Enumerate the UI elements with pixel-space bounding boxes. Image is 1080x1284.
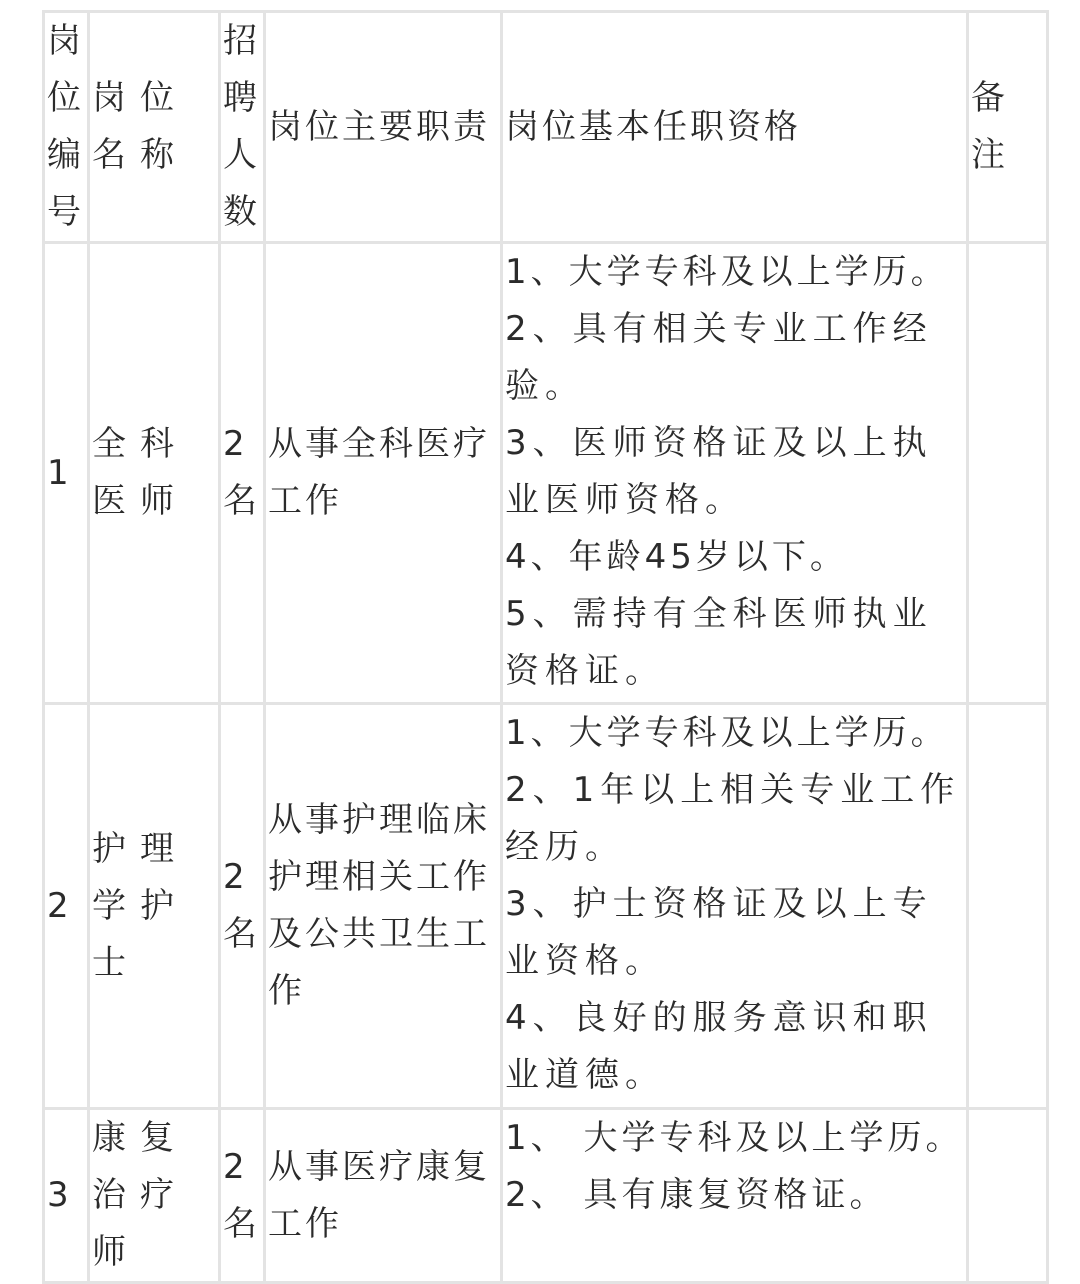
header-count: 招聘人数	[220, 12, 265, 243]
header-id: 岗位编号	[44, 12, 89, 243]
row-name: 康复治疗师	[89, 1109, 220, 1283]
table-row	[44, 1109, 1048, 1283]
row-id: 1	[44, 243, 89, 704]
row-duties: 从事全科医疗工作	[265, 243, 502, 704]
job-table-container	[42, 10, 1049, 1284]
row-count: 2名	[220, 1109, 265, 1283]
row-name: 全科医师	[89, 243, 220, 704]
row-id: 2	[44, 704, 89, 1109]
row-name: 护理学护士	[89, 704, 220, 1109]
requirement-item: 4、年龄45岁以下。	[505, 537, 848, 577]
requirement-item: 2、具有相关专业工作经验。	[505, 309, 933, 406]
row-duties: 从事医疗康复工作	[265, 1109, 502, 1283]
header-notes: 备注	[968, 12, 1048, 243]
requirement-item: 2、 具有康复资格证。	[505, 1175, 888, 1215]
requirement-item: 3、护士资格证及以上专业资格。	[505, 884, 933, 981]
row-count: 2名	[220, 243, 265, 704]
row-count: 2名	[220, 704, 265, 1109]
job-table	[42, 10, 1049, 1284]
row-requirements	[502, 1109, 968, 1283]
requirement-item: 1、大学专科及以上学历。	[505, 252, 949, 292]
row-requirements	[502, 243, 968, 704]
row-id: 3	[44, 1109, 89, 1283]
requirement-item: 2、1年以上相关专业工作经历。	[505, 770, 961, 867]
header-requirements: 岗位基本任职资格	[502, 12, 968, 243]
row-notes	[968, 1109, 1048, 1283]
row-duties: 从事护理临床护理相关工作及公共卫生工作	[265, 704, 502, 1109]
requirement-item: 5、需持有全科医师执业资格证。	[505, 594, 933, 691]
header-duties: 岗位主要职责	[265, 12, 502, 243]
table-row	[44, 243, 1048, 704]
row-notes	[968, 704, 1048, 1109]
header-name: 岗位名称	[89, 12, 220, 243]
table-row	[44, 704, 1048, 1109]
row-notes	[968, 243, 1048, 704]
header-row	[44, 12, 1048, 243]
requirement-item: 3、医师资格证及以上执业医师资格。	[505, 423, 933, 520]
requirement-item: 4、良好的服务意识和职业道德。	[505, 998, 933, 1095]
requirement-item: 1、大学专科及以上学历。	[505, 713, 949, 753]
row-requirements	[502, 704, 968, 1109]
requirement-item: 1、 大学专科及以上学历。	[505, 1118, 964, 1158]
